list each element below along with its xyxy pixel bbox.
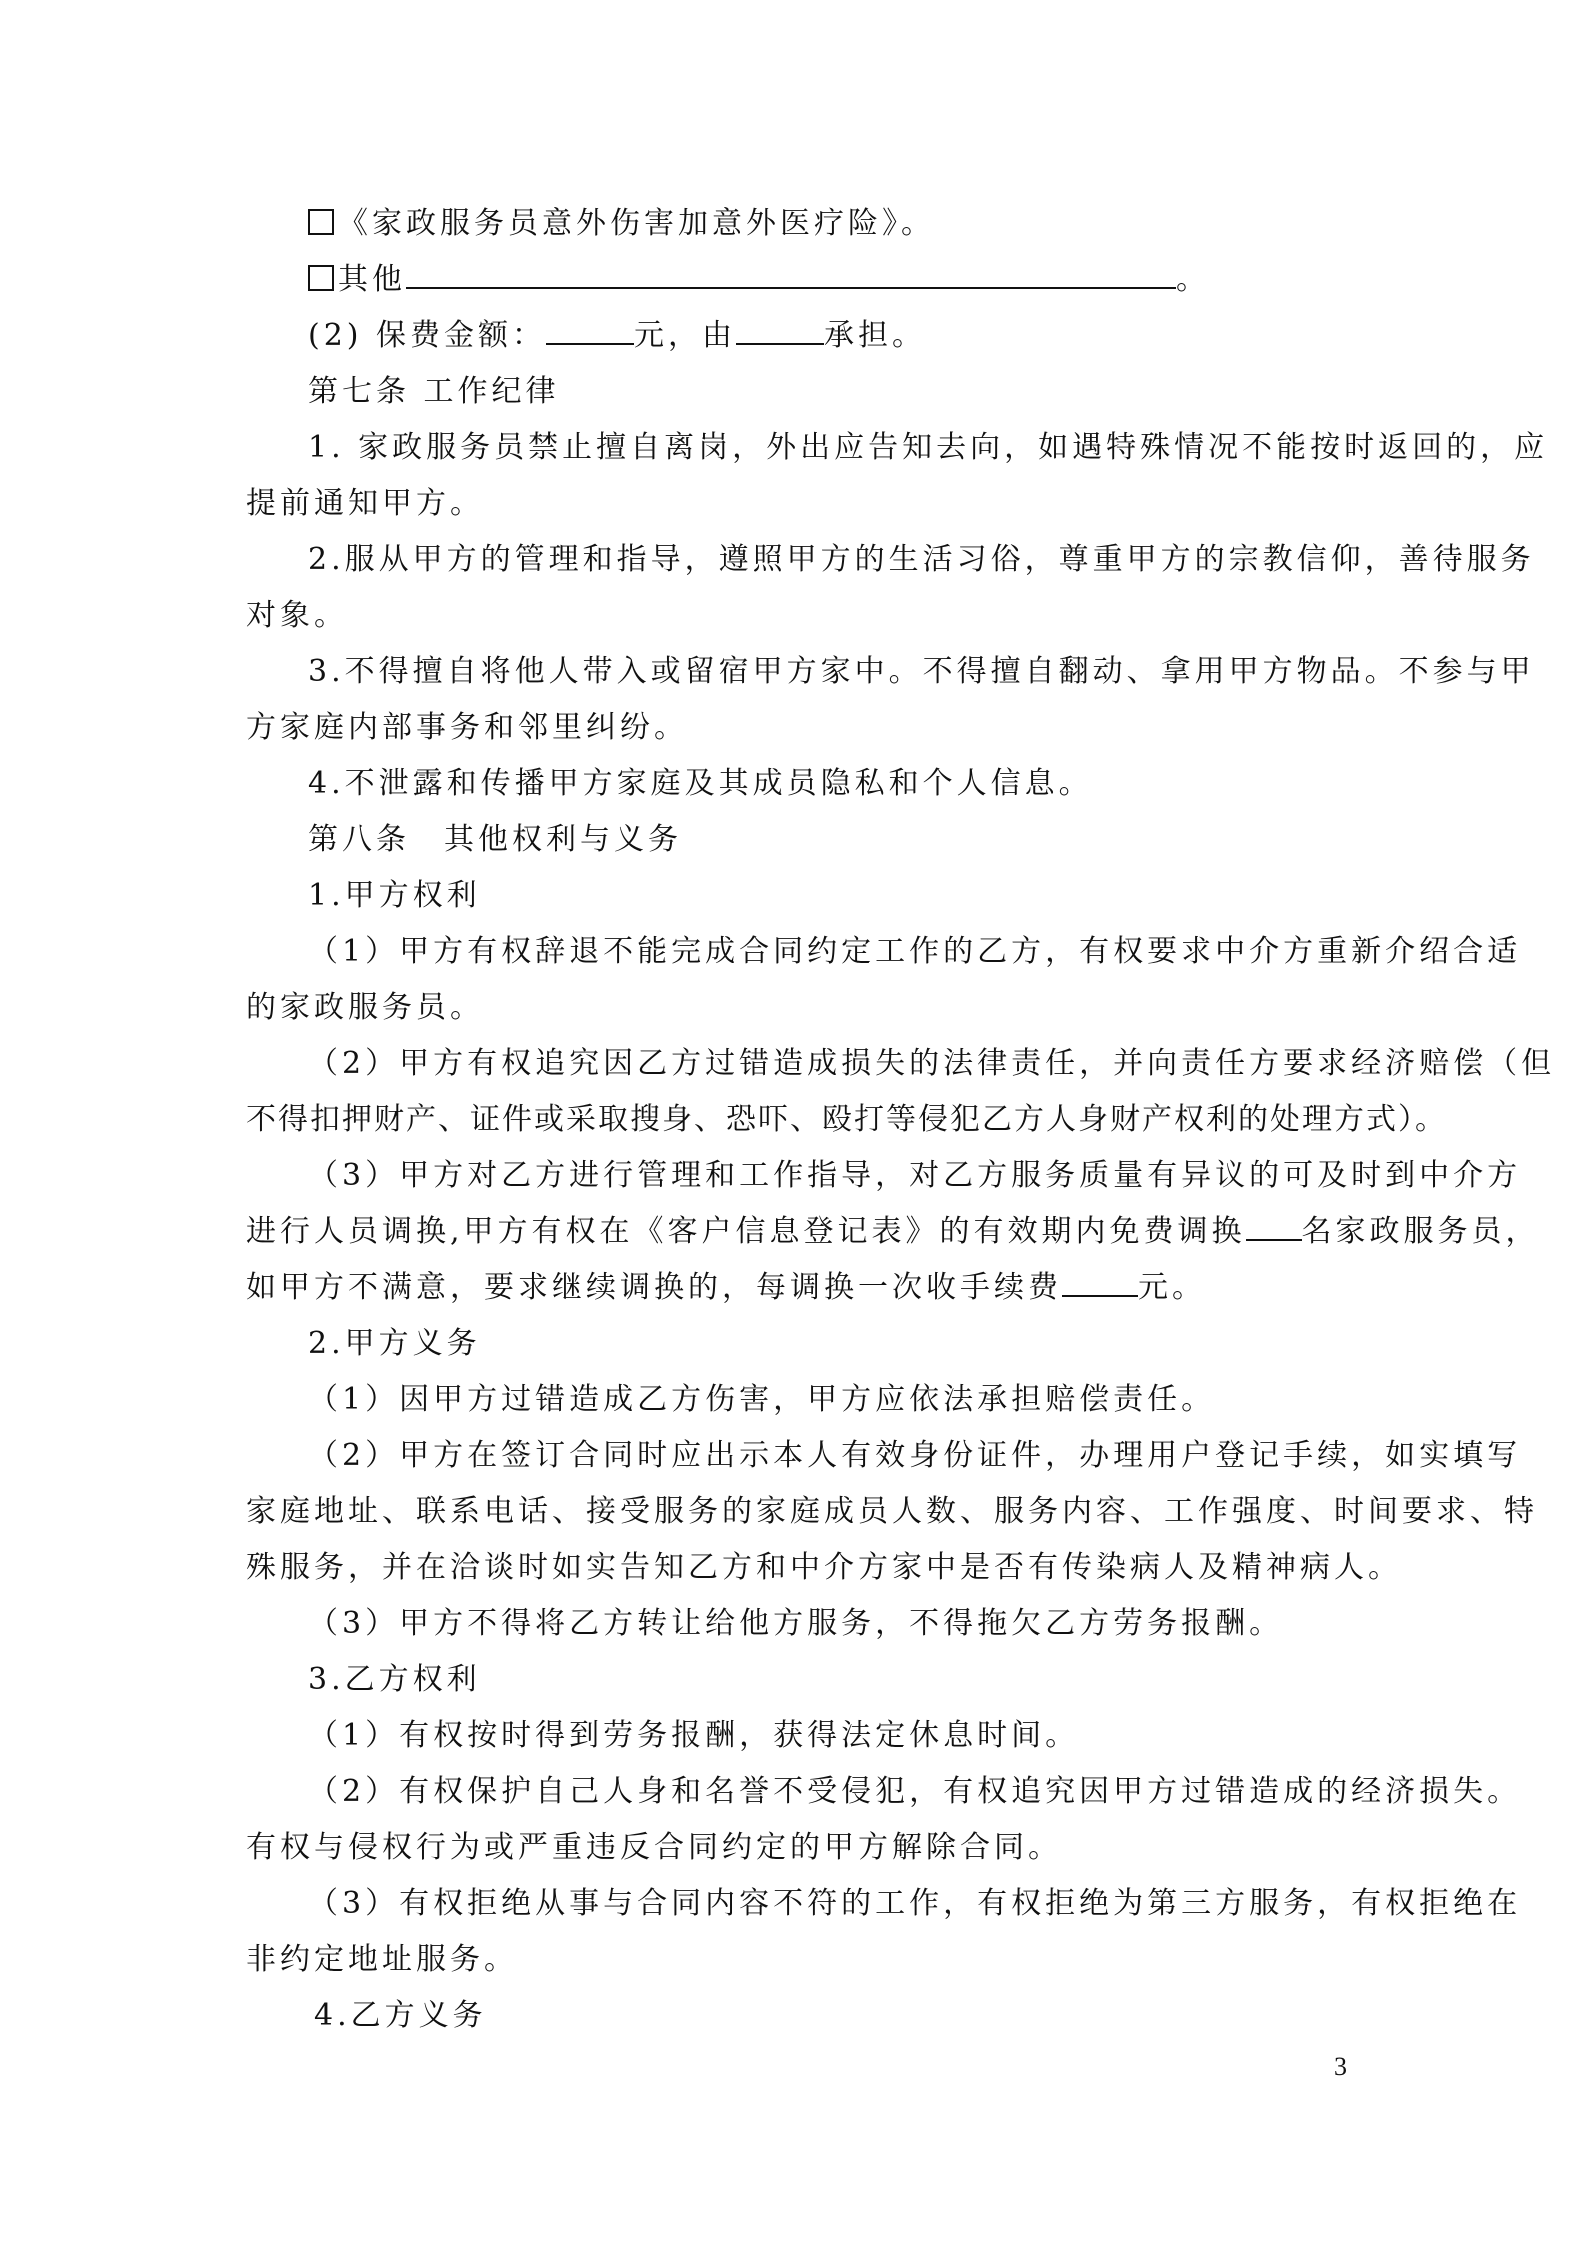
article-7-title: 第七条 工作纪律 bbox=[308, 374, 560, 409]
premium-amount-blank[interactable] bbox=[546, 313, 634, 345]
contract-body bbox=[246, 196, 1556, 2044]
party-a-rights-heading: 1.甲方权利 bbox=[308, 878, 481, 913]
article-7-item-2: 2.服从甲方的管理和指导，遵照甲方的生活习俗，尊重甲方的宗教信仰，善待服务 bbox=[308, 542, 1535, 577]
checkbox-other[interactable] bbox=[308, 265, 334, 291]
party-b-right-3-cont: 非约定地址服务。 bbox=[246, 1942, 518, 1977]
party-b-right-2: （2）有权保护自己人身和名誉不受侵犯，有权追究因甲方过错造成的经济损失。 bbox=[308, 1774, 1522, 1809]
article-8-title: 第八条 其他权利与义务 bbox=[308, 822, 682, 857]
party-a-right-3-cont2: 如甲方不满意，要求继续调换的，每调换一次收手续费 元。 bbox=[246, 1260, 1352, 1316]
checkbox-accident[interactable] bbox=[308, 209, 334, 235]
party-b-right-3: （3）有权拒绝从事与合同内容不符的工作，有权拒绝为第三方服务，有权拒绝在 bbox=[308, 1886, 1522, 1921]
premium-payer-blank[interactable] bbox=[736, 313, 824, 345]
party-b-duties-heading: 4.乙方义务 bbox=[314, 1998, 487, 2033]
party-a-right-2-cont: 不得扣押财产、证件或采取搜身、恐吓、殴打等侵犯乙方人身财产权利的处理方式）。 bbox=[246, 1102, 1447, 1137]
party-a-right-3: （3）甲方对乙方进行管理和工作指导，对乙方服务质量有异议的可及时到中介方 bbox=[308, 1158, 1522, 1193]
party-a-right-1-cont: 的家政服务员。 bbox=[246, 990, 484, 1025]
article-7-item-1-cont: 提前通知甲方。 bbox=[246, 486, 484, 521]
article-7-item-2-cont: 对象。 bbox=[246, 598, 348, 633]
page-number: 3 bbox=[1334, 2052, 1347, 2081]
party-a-right-2: （2）甲方有权追究因乙方过错造成损失的法律责任，并向责任方要求经济赔偿（但 bbox=[308, 1046, 1556, 1081]
insurance-option-other: 其他 。 bbox=[246, 252, 1352, 308]
party-a-right-3-cont: 进行人员调换,甲方有权在《客户信息登记表》的有效期内免费调换 名家政服务员， bbox=[246, 1204, 1352, 1260]
article-7-item-1: 1. 家政服务员禁止擅自离岗，外出应告知去向，如遇特殊情况不能按时返回的，应 bbox=[308, 430, 1549, 465]
article-7-item-3-cont: 方家庭内部事务和邻里纠纷。 bbox=[246, 710, 688, 745]
insurance-option-accident: 《家政服务员意外伤害加意外医疗险》。 bbox=[246, 196, 1352, 252]
party-a-duties-heading: 2.甲方义务 bbox=[308, 1326, 481, 1361]
article-7-item-4: 4.不泄露和传播甲方家庭及其成员隐私和个人信息。 bbox=[308, 766, 1093, 801]
other-insurance-blank[interactable] bbox=[406, 257, 1176, 289]
party-a-right-1: （1）甲方有权辞退不能完成合同约定工作的乙方，有权要求中介方重新介绍合适 bbox=[308, 934, 1522, 969]
party-a-duty-2: （2）甲方在签订合同时应出示本人有效身份证件，办理用户登记手续，如实填写 bbox=[308, 1438, 1522, 1473]
party-b-right-2-cont: 有权与侵权行为或严重违反合同约定的甲方解除合同。 bbox=[246, 1830, 1062, 1865]
party-b-rights-heading: 3.乙方权利 bbox=[308, 1662, 481, 1697]
premium-amount-line: (2) 保费金额： 元，由 承担。 bbox=[246, 308, 1352, 364]
party-b-right-1: （1）有权按时得到劳务报酬，获得法定休息时间。 bbox=[308, 1718, 1080, 1753]
article-7-item-3: 3.不得擅自将他人带入或留宿甲方家中。不得擅自翻动、拿用甲方物品。不参与甲 bbox=[308, 654, 1535, 689]
party-a-duty-2-cont: 家庭地址、联系电话、接受服务的家庭成员人数、服务内容、工作强度、时间要求、特 bbox=[246, 1494, 1538, 1529]
party-a-duty-2-cont2: 殊服务，并在洽谈时如实告知乙方和中介方家中是否有传染病人及精神病人。 bbox=[246, 1550, 1402, 1585]
swap-fee-blank[interactable] bbox=[1062, 1265, 1138, 1297]
party-a-duty-3: （3）甲方不得将乙方转让给他方服务，不得拖欠乙方劳务报酬。 bbox=[308, 1606, 1284, 1641]
free-swap-count-blank[interactable] bbox=[1246, 1209, 1302, 1241]
party-a-duty-1: （1）因甲方过错造成乙方伤害，甲方应依法承担赔偿责任。 bbox=[308, 1382, 1216, 1417]
